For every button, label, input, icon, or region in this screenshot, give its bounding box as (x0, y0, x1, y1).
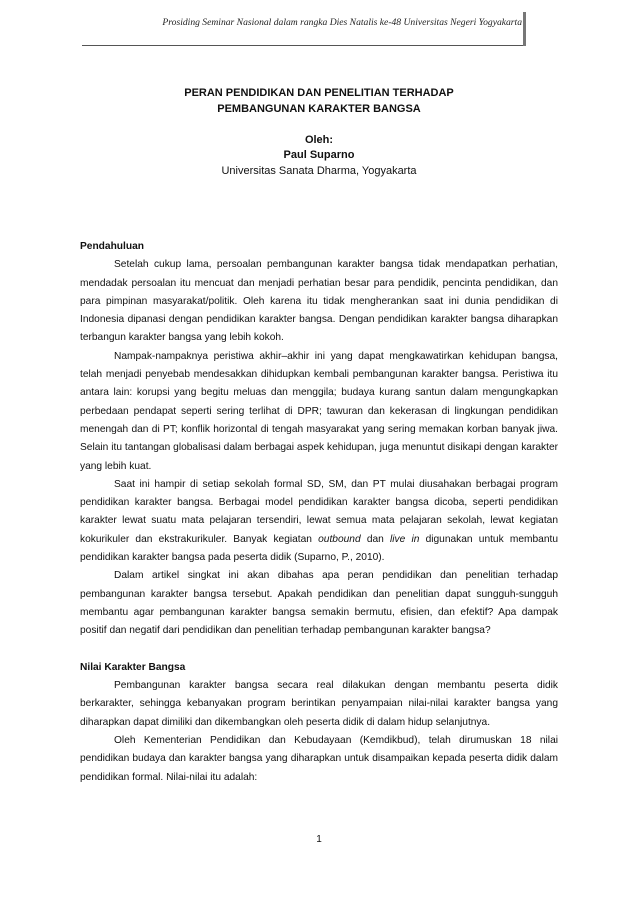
page-number: 1 (316, 834, 322, 845)
intro-paragraph-3-text-a: Saat ini hampir di setiap sekolah formal SD, SM, dan PT mulai diusahakan berbagai program pendidikan karakter bangsa. Berbagai model pendidikan karakter bangsa dicoba, seperti pendidikan karakter lewat suatu mata pelajaran tersendiri, lewat semua mata pelajaran sekolah, lewat kegiatan kokurikuler dan ekstrakurikuler. Banyak kegiatan (80, 478, 558, 545)
by-label: Oleh: (304, 133, 334, 146)
paper-title-line-1: PERAN PENDIDIKAN DAN PENELITIAN TERHADAP (184, 87, 454, 99)
term-outbound: outbound (318, 533, 361, 545)
body-text (80, 238, 558, 787)
header-rule (82, 45, 524, 46)
running-header: Prosiding Seminar Nasional dalam rangka Dies Natalis ke-48 Universitas Negeri Yogyakarta (162, 17, 522, 28)
intro-paragraph-3-text-c: digunakan untuk membantu pendidikan karakter bangsa pada peserta didik (Suparno, P., 2010). (80, 533, 559, 564)
values-paragraph-1: Pembangunan karakter bangsa secara real dilakukan dengan membantu peserta didik berkarakter, sehingga kebanyakan program berintikan penyampaian nilai-nilai karakter bangsa yang diharapkan dapat dimiliki dan dikembangkan oleh peserta didik di dalam hidup selanjutnya. (80, 680, 558, 728)
section-heading-values: Nilai Karakter Bangsa (80, 661, 186, 673)
title-block (80, 86, 558, 179)
intro-paragraph-1: Setelah cukup lama, persoalan pembangunan karakter bangsa tidak mendapatkan perhatian, mendadak persoalan itu mencuat dan menjadi perhatian besar para pendidik, pencinta pendidikan, dan para pimpinan masyarakat/politik. Oleh karena itu tidak mengherankan saat ini dunia pendidikan di Indonesia dipanasi dengan pendidikan karakter bangsa. Dengan pendidikan karakter bangsa diharapkan terbangun karakter bangsa yang lebih kokoh. (80, 259, 558, 344)
header-vertical-rule (523, 12, 526, 46)
intro-paragraph-3-text-b: dan (360, 533, 390, 545)
values-paragraph-2: Oleh Kementerian Pendidikan dan Kebudayaan (Kemdikbud), telah dirumuskan 18 nilai pendidikan budaya dan karakter bangsa yang diharapkan untuk disampaikan kepada peserta didik dalam pendidikan formal. Nilai-nilai itu adalah: (80, 735, 558, 783)
title-spacer (80, 117, 558, 133)
author-affiliation: Universitas Sanata Dharma, Yogyakarta (221, 164, 417, 177)
author-name: Paul Suparno (283, 149, 355, 161)
section-heading-intro: Pendahuluan (80, 241, 144, 252)
term-live-in: live in (390, 533, 420, 545)
section-gap (80, 641, 558, 659)
paper-title-line-2: PEMBANGUNAN KARAKTER BANGSA (217, 102, 421, 115)
intro-paragraph-2: Nampak-nampaknya peristiwa akhir–akhir ini yang dapat mengkawatirkan kehidupan bangsa, telah menjadi penyebab mendesakkan dihidupkan kembali pembangunan karakter bangsa. Peristiwa itu antara lain: korupsi yang begitu meluas dan menggila; budaya kurang santun dalam mengungkapkan perbedaan pendapat seperti sering terlihat di DPR; tawuran dan kekerasan di lingkungan pendidikan menengah dan di PT; konflik horizontal di tengah masyarakat yang sering memakan korban banyak jiwa. Selain itu tantangan globalisasi dalam berbagai aspek kehidupan, juga menuntut disikapi dengan karakter yang lebih kuat. (80, 350, 558, 472)
intro-paragraph-4: Dalam artikel singkat ini akan dibahas apa peran pendidikan dan penelitian terhadap pembangunan karakter bangsa tersebut. Apakah pendidikan dan penelitian dapat sungguh-sungguh membantu agar pembangunan karakter bangsa semakin bermutu, efisien, dan efektif? Apa dampak positif dan negatif dari pendidikan dan penelitian terhadap pembangunan karakter bangsa? (80, 570, 558, 637)
intro-paragraph-3 (80, 476, 558, 567)
